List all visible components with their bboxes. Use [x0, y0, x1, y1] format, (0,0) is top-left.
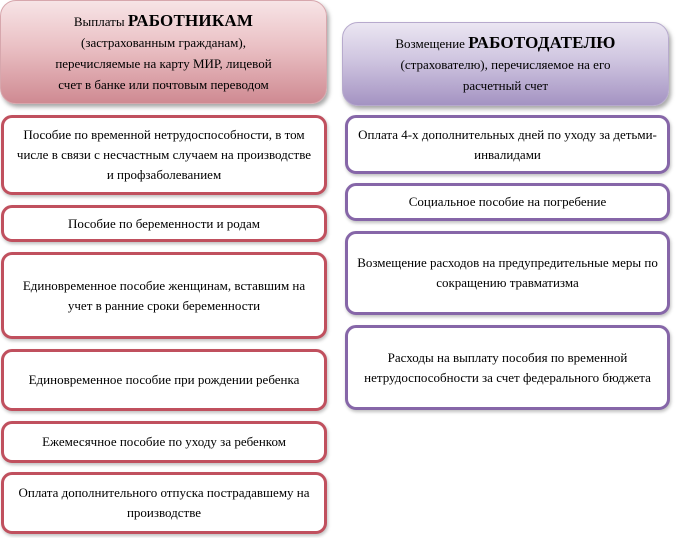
employer-item-federal-budget: Расходы на выплату пособия по временной нетрудоспособности за счет федерального бюджета — [345, 325, 670, 410]
employer-header-line1 — [395, 32, 615, 54]
employer-item-funeral: Социальное пособие на погребение — [345, 183, 670, 221]
workers-header-line2: (застрахованным гражданам), — [81, 34, 246, 50]
workers-header-prefix: Выплаты — [73, 13, 125, 29]
employer-header-prefix: Возмещение — [395, 36, 465, 51]
workers-header-emphasis: РАБОТНИКАМ — [127, 10, 254, 30]
workers-item-temporary-disability: Пособие по временной нетрудоспособности, в том числе в связи с несчастным случаем на производстве и профзаболеванием — [1, 115, 327, 195]
employer-header-line2: (страхователю), перечисляемое на его — [400, 57, 611, 72]
workers-header-line3: перечисляемые на карту МИР, лицевой — [55, 55, 272, 71]
employer-header-line3: расчетный счет — [462, 78, 549, 93]
workers-item-extra-leave: Оплата дополнительного отпуска пострадавшему на производстве — [1, 472, 327, 534]
employer-header — [342, 22, 669, 106]
employer-header-emphasis: РАБОТОДАТЕЛЮ — [468, 33, 616, 52]
workers-item-early-registration: Единовременное пособие женщинам, вставшим на учет в ранние сроки беременности — [1, 252, 327, 339]
workers-header — [0, 0, 327, 104]
workers-item-maternity: Пособие по беременности и родам — [1, 205, 327, 242]
employer-item-extra-days: Оплата 4-х дополнительных дней по уходу за детьми-инвалидами — [345, 115, 670, 174]
workers-item-childcare-monthly: Ежемесячное пособие по уходу за ребенком — [1, 421, 327, 463]
workers-header-line1 — [74, 10, 253, 32]
workers-item-childbirth: Единовременное пособие при рождении ребенка — [1, 349, 327, 411]
workers-header-line4: счет в банке или почтовым переводом — [58, 76, 269, 92]
employer-item-injury-prevention: Возмещение расходов на предупредительные меры по сокращению травматизма — [345, 231, 670, 315]
